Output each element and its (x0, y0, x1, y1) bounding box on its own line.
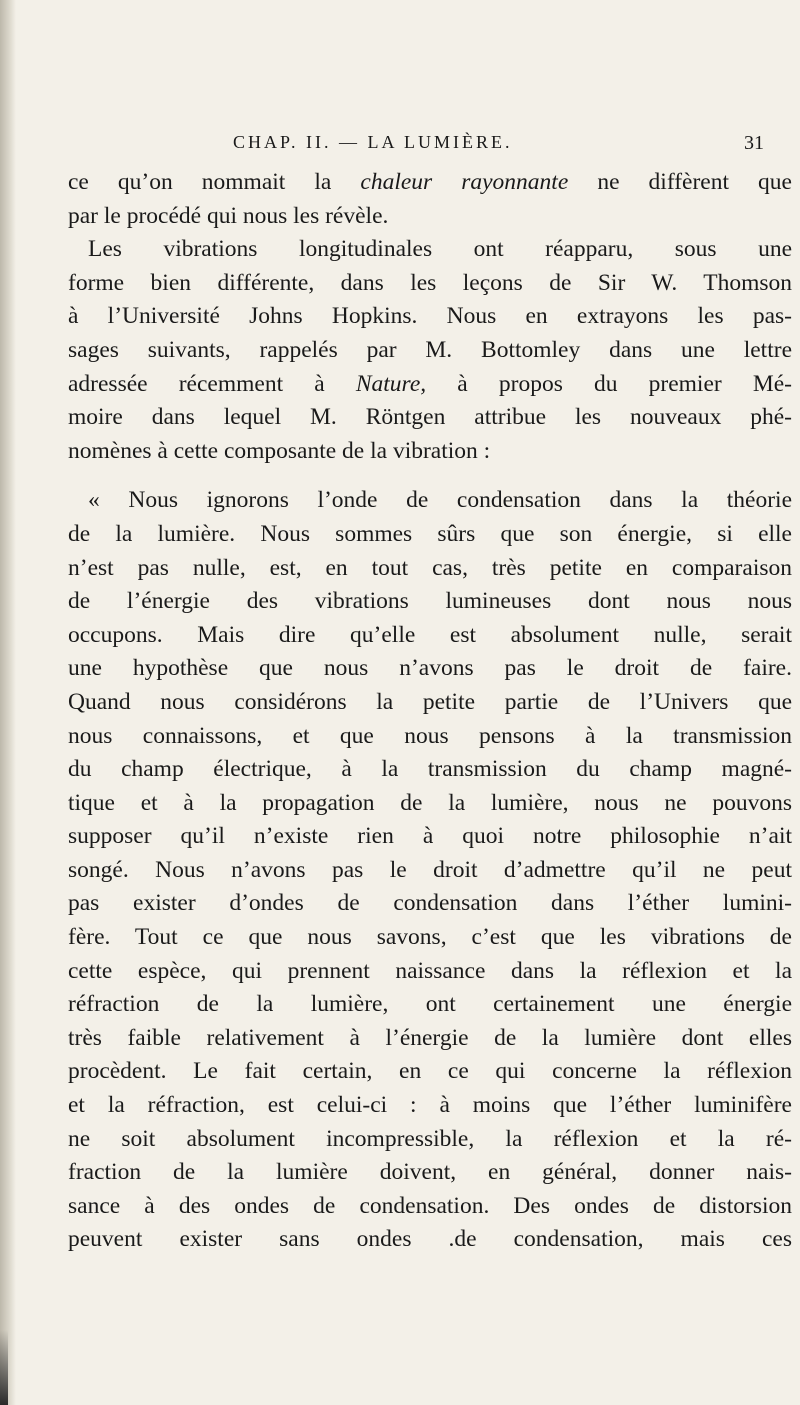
text-line: Quand nous considérons la petite partie de l’Univers que (68, 688, 792, 715)
text-line: sance à des ondes de condensation. Des ondes de distorsion (68, 1192, 792, 1219)
text-line: songé. Nous n’avons pas le droit d’admettre qu’il ne peut (68, 856, 792, 883)
text-line: nous connaissons, et que nous pensons à la transmission (68, 722, 792, 749)
text-line: de l’énergie des vibrations lumineuses dont nous nous (68, 588, 792, 615)
text-line: du champ électrique, à la transmission du champ magné- (68, 756, 792, 783)
text-line: ce qu’on nommait la chaleur rayonnante ne diffèrent que (68, 169, 792, 195)
text-line: « Nous ignorons l’onde de condensation dans la théorie (88, 487, 792, 514)
paragraph-1 (68, 166, 792, 233)
text-line: réfraction de la lumière, ont certainement une énergie (68, 991, 792, 1018)
text-line: ne soit absolument incompressible, la réflexion et la ré- (68, 1125, 792, 1152)
page-number: 31 (744, 132, 764, 154)
text-line: occupons. Mais dire qu’elle est absolument nulle, serait (68, 621, 792, 648)
quotation (68, 484, 792, 1257)
text-line: moire dans lequel M. Röntgen attribue les nouveaux phé- (68, 404, 792, 431)
text-line: sages suivants, rappelés par M. Bottomley dans une lettre (68, 336, 792, 363)
text-line: à l’Université Johns Hopkins. Nous en extrayons les pas- (68, 303, 792, 330)
text-line: supposer qu’il n’existe rien à quoi notre philosophie n’ait (68, 823, 792, 850)
emphasis: Nature, (355, 370, 427, 397)
paragraph-spacer (68, 468, 792, 484)
text-line: et la réfraction, est celui-ci : à moins que l’éther luminifère (68, 1092, 792, 1119)
text-line: très faible relativement à l’énergie de la lumière dont elles (68, 1024, 792, 1051)
text-line: tique et à la propagation de la lumière, nous ne pouvons (68, 789, 792, 816)
text-line: Les vibrations longitudinales ont réapparu, sous une (88, 236, 792, 263)
text-line: forme bien différente, dans les leçons de Sir W. Thomson (68, 269, 792, 296)
text-line: n’est pas nulle, est, en tout cas, très petite en comparaison (68, 554, 792, 581)
paragraph-2 (68, 233, 792, 468)
text-line: procèdent. Le fait certain, en ce qui concerne la réflexion (68, 1058, 792, 1085)
text-line: par le procédé qui nous les révèle. (68, 202, 389, 229)
text-line: fère. Tout ce que nous savons, c’est que les vibrations de (68, 924, 792, 951)
emphasis: chaleur rayonnante (360, 169, 569, 195)
text-line: une hypothèse que nous n’avons pas le droit de faire. (68, 655, 792, 682)
text-line: peuvent exister sans ondes .de condensation, mais ces (68, 1226, 792, 1253)
text-line: adressée récemment à Nature, à propos du premier Mé- (68, 370, 792, 397)
book-binding-shadow (0, 0, 16, 1405)
text-line: nomènes à cette composante de la vibration : (68, 437, 491, 464)
running-header (0, 132, 800, 160)
text-line: de la lumière. Nous sommes sûrs que son énergie, si elle (68, 520, 792, 547)
page-body (68, 166, 792, 1257)
text-line: cette espèce, qui prennent naissance dans la réflexion et la (68, 957, 792, 984)
text-line: pas exister d’ondes de condensation dans l’éther lumini- (68, 890, 792, 917)
text-line: fraction de la lumière doivent, en général, donner nais- (68, 1159, 792, 1186)
chapter-title: CHAP. II. — LA LUMIÈRE. (233, 132, 513, 152)
binding-dark-edge (0, 1330, 8, 1405)
